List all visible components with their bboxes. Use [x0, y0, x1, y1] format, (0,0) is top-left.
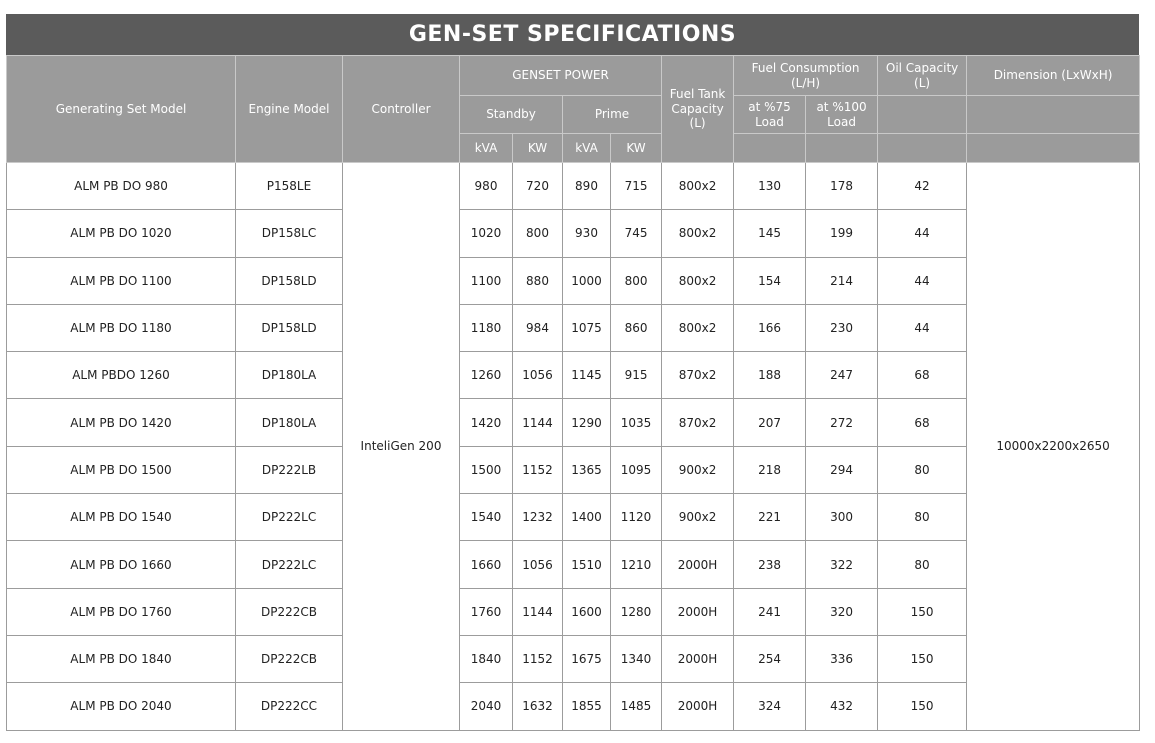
col-prime-kva: kVA: [563, 134, 611, 163]
prime-kw-cell: 715: [611, 163, 662, 210]
standby-kw-cell: 984: [513, 304, 563, 351]
standby-kw-cell: 1232: [513, 494, 563, 541]
consumption-100-cell: 294: [806, 446, 878, 493]
col-standby-kva: kVA: [460, 134, 513, 163]
prime-kw-cell: 800: [611, 257, 662, 304]
model-cell: ALM PB DO 1100: [7, 257, 236, 304]
oil-capacity-cell: 44: [878, 210, 967, 257]
consumption-75-cell: 130: [734, 163, 806, 210]
oil-capacity-cell: 80: [878, 494, 967, 541]
consumption-75-cell: 241: [734, 588, 806, 635]
prime-kw-cell: 1280: [611, 588, 662, 635]
col-engine: Engine Model: [236, 56, 343, 163]
model-cell: ALM PB DO 1540: [7, 494, 236, 541]
consumption-75-cell: 254: [734, 635, 806, 682]
standby-kw-cell: 1632: [513, 683, 563, 730]
standby-kva-cell: 1760: [460, 588, 513, 635]
model-cell: ALM PB DO 1760: [7, 588, 236, 635]
consumption-100-cell: 322: [806, 541, 878, 588]
col-load100: at %100 Load: [806, 96, 878, 134]
fuel-tank-cell: 800x2: [662, 257, 734, 304]
standby-kva-cell: 980: [460, 163, 513, 210]
oil-capacity-cell: 68: [878, 399, 967, 446]
model-cell: ALM PB DO 1840: [7, 635, 236, 682]
consumption-100-cell: 320: [806, 588, 878, 635]
engine-cell: P158LE: [236, 163, 343, 210]
prime-kva-cell: 1000: [563, 257, 611, 304]
prime-kw-cell: 745: [611, 210, 662, 257]
col-oil: Oil Capacity (L): [878, 56, 967, 96]
consumption-75-cell: 218: [734, 446, 806, 493]
fuel-tank-cell: 800x2: [662, 163, 734, 210]
fuel-tank-cell: 800x2: [662, 304, 734, 351]
fuel-tank-cell: 2000H: [662, 635, 734, 682]
load100-header-blank: [806, 134, 878, 163]
specifications-sheet: [6, 14, 1139, 731]
standby-kw-cell: 1152: [513, 446, 563, 493]
col-dimension: Dimension (LxWxH): [967, 56, 1140, 96]
prime-kva-cell: 1145: [563, 352, 611, 399]
engine-cell: DP222CB: [236, 588, 343, 635]
prime-kw-cell: 1095: [611, 446, 662, 493]
fuel-tank-cell: 800x2: [662, 210, 734, 257]
dimension-header-blank: [967, 96, 1140, 134]
standby-kva-cell: 1180: [460, 304, 513, 351]
oil-header-blank: [878, 96, 967, 134]
consumption-100-cell: 178: [806, 163, 878, 210]
prime-kw-cell: 1340: [611, 635, 662, 682]
consumption-75-cell: 145: [734, 210, 806, 257]
oil-capacity-cell: 44: [878, 304, 967, 351]
prime-kw-cell: 860: [611, 304, 662, 351]
engine-cell: DP222CC: [236, 683, 343, 730]
standby-kva-cell: 1660: [460, 541, 513, 588]
engine-cell: DP222CB: [236, 635, 343, 682]
standby-kw-cell: 1152: [513, 635, 563, 682]
model-cell: ALM PB DO 1500: [7, 446, 236, 493]
fuel-tank-cell: 2000H: [662, 588, 734, 635]
prime-kva-cell: 1600: [563, 588, 611, 635]
consumption-75-cell: 207: [734, 399, 806, 446]
consumption-75-cell: 324: [734, 683, 806, 730]
fuel-tank-cell: 2000H: [662, 541, 734, 588]
consumption-100-cell: 336: [806, 635, 878, 682]
consumption-75-cell: 238: [734, 541, 806, 588]
col-standby: Standby: [460, 96, 563, 134]
dimension-header-blank-2: [967, 134, 1140, 163]
engine-cell: DP158LD: [236, 304, 343, 351]
consumption-75-cell: 166: [734, 304, 806, 351]
prime-kva-cell: 1365: [563, 446, 611, 493]
fuel-tank-cell: 900x2: [662, 494, 734, 541]
oil-capacity-cell: 150: [878, 588, 967, 635]
fuel-tank-cell: 870x2: [662, 399, 734, 446]
col-genset-power: GENSET POWER: [460, 56, 662, 96]
oil-capacity-cell: 44: [878, 257, 967, 304]
standby-kva-cell: 1020: [460, 210, 513, 257]
prime-kw-cell: 1210: [611, 541, 662, 588]
fuel-tank-cell: 870x2: [662, 352, 734, 399]
load75-header-blank: [734, 134, 806, 163]
fuel-tank-cell: 900x2: [662, 446, 734, 493]
standby-kw-cell: 1144: [513, 588, 563, 635]
oil-capacity-cell: 80: [878, 541, 967, 588]
controller-cell: InteliGen 200: [343, 163, 460, 731]
consumption-75-cell: 221: [734, 494, 806, 541]
standby-kw-cell: 720: [513, 163, 563, 210]
oil-capacity-cell: 150: [878, 683, 967, 730]
model-cell: ALM PB DO 1420: [7, 399, 236, 446]
col-model: Generating Set Model: [7, 56, 236, 163]
model-cell: ALM PB DO 1660: [7, 541, 236, 588]
table-header: [7, 56, 1140, 163]
consumption-75-cell: 154: [734, 257, 806, 304]
model-cell: ALM PB DO 2040: [7, 683, 236, 730]
standby-kw-cell: 1144: [513, 399, 563, 446]
model-cell: ALM PB DO 1180: [7, 304, 236, 351]
engine-cell: DP158LC: [236, 210, 343, 257]
col-fuel-consumption: Fuel Consumption (L/H): [734, 56, 878, 96]
col-standby-kw: KW: [513, 134, 563, 163]
prime-kva-cell: 890: [563, 163, 611, 210]
prime-kw-cell: 1035: [611, 399, 662, 446]
dimension-cell: 10000x2200x2650: [967, 163, 1140, 731]
col-fuel-tank: Fuel Tank Capacity (L): [662, 56, 734, 163]
standby-kva-cell: 1840: [460, 635, 513, 682]
oil-header-blank-2: [878, 134, 967, 163]
standby-kw-cell: 880: [513, 257, 563, 304]
consumption-100-cell: 230: [806, 304, 878, 351]
model-cell: ALM PB DO 1020: [7, 210, 236, 257]
fuel-tank-cell: 2000H: [662, 683, 734, 730]
standby-kw-cell: 1056: [513, 352, 563, 399]
prime-kw-cell: 1485: [611, 683, 662, 730]
consumption-100-cell: 432: [806, 683, 878, 730]
consumption-100-cell: 300: [806, 494, 878, 541]
prime-kva-cell: 1400: [563, 494, 611, 541]
oil-capacity-cell: 80: [878, 446, 967, 493]
engine-cell: DP180LA: [236, 399, 343, 446]
col-load75: at %75 Load: [734, 96, 806, 134]
table-row: [7, 163, 1140, 210]
model-cell: ALM PBDO 1260: [7, 352, 236, 399]
col-controller: Controller: [343, 56, 460, 163]
prime-kw-cell: 1120: [611, 494, 662, 541]
prime-kva-cell: 1290: [563, 399, 611, 446]
spec-table: [6, 55, 1140, 731]
engine-cell: DP158LD: [236, 257, 343, 304]
standby-kw-cell: 1056: [513, 541, 563, 588]
standby-kva-cell: 2040: [460, 683, 513, 730]
col-prime: Prime: [563, 96, 662, 134]
standby-kva-cell: 1260: [460, 352, 513, 399]
prime-kva-cell: 1075: [563, 304, 611, 351]
consumption-75-cell: 188: [734, 352, 806, 399]
oil-capacity-cell: 150: [878, 635, 967, 682]
engine-cell: DP222LC: [236, 541, 343, 588]
consumption-100-cell: 247: [806, 352, 878, 399]
prime-kva-cell: 1510: [563, 541, 611, 588]
oil-capacity-cell: 42: [878, 163, 967, 210]
page-title: GEN-SET SPECIFICATIONS: [6, 14, 1139, 55]
engine-cell: DP180LA: [236, 352, 343, 399]
prime-kva-cell: 1675: [563, 635, 611, 682]
engine-cell: DP222LB: [236, 446, 343, 493]
standby-kva-cell: 1100: [460, 257, 513, 304]
model-cell: ALM PB DO 980: [7, 163, 236, 210]
standby-kva-cell: 1540: [460, 494, 513, 541]
table-body: [7, 163, 1140, 731]
prime-kva-cell: 930: [563, 210, 611, 257]
oil-capacity-cell: 68: [878, 352, 967, 399]
prime-kw-cell: 915: [611, 352, 662, 399]
engine-cell: DP222LC: [236, 494, 343, 541]
standby-kva-cell: 1500: [460, 446, 513, 493]
standby-kva-cell: 1420: [460, 399, 513, 446]
consumption-100-cell: 272: [806, 399, 878, 446]
col-prime-kw: KW: [611, 134, 662, 163]
consumption-100-cell: 214: [806, 257, 878, 304]
prime-kva-cell: 1855: [563, 683, 611, 730]
standby-kw-cell: 800: [513, 210, 563, 257]
consumption-100-cell: 199: [806, 210, 878, 257]
